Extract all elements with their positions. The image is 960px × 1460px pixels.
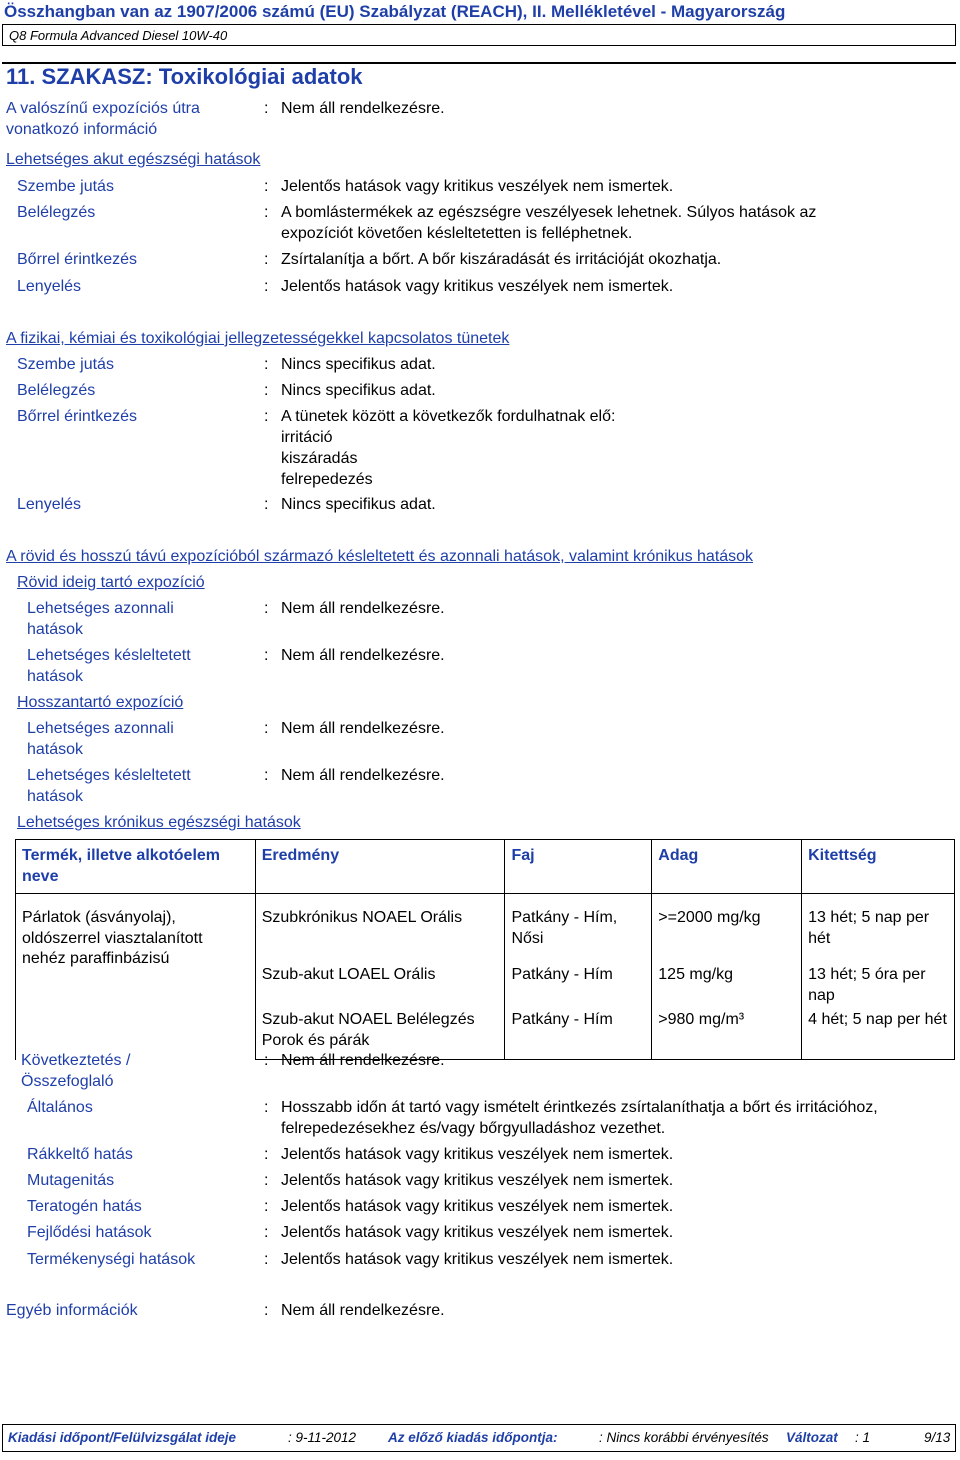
developmental-value: Jelentős hatások vagy kritikus veszélyek nem ismertek. bbox=[281, 1224, 674, 1241]
symptoms-skin-value-line2: irritáció bbox=[281, 429, 333, 446]
footer-version-value: : 1 bbox=[855, 1430, 871, 1445]
product-name-cell: Párlatok (ásványolaj), oldószerrel viasztalanított nehéz paraffinbázisú bbox=[22, 909, 203, 967]
dose-cell: >=2000 mg/kg bbox=[652, 894, 802, 954]
other-info-label: Egyéb információk bbox=[6, 1302, 138, 1319]
carcinogenicity-value: Jelentős hatások vagy kritikus veszélyek nem ismertek. bbox=[281, 1146, 674, 1163]
column-header-dose: Adag bbox=[652, 840, 802, 894]
exposure-cell: 4 hét; 5 nap per hét bbox=[802, 1010, 955, 1060]
column-header-result: Eredmény bbox=[255, 840, 505, 894]
symptoms-skin-value-line1: A tünetek között a következők fordulhatnak elő: bbox=[281, 408, 616, 425]
footer-prev-value: : Nincs korábbi érvényesítés bbox=[599, 1430, 769, 1445]
acute-eye-label: Szembe jutás bbox=[17, 178, 114, 195]
chronic-effects-table bbox=[15, 839, 955, 1060]
symptoms-inhalation-value: Nincs specifikus adat. bbox=[281, 382, 436, 399]
footer-issue-value: : 9-11-2012 bbox=[288, 1430, 357, 1445]
acute-ingestion-value: Jelentős hatások vagy kritikus veszélyek nem ismertek. bbox=[281, 278, 674, 295]
acute-inhalation-label: Belélegzés bbox=[17, 204, 96, 221]
colon: : bbox=[264, 251, 269, 268]
carcinogenicity-label: Rákkeltő hatás bbox=[27, 1146, 133, 1163]
colon: : bbox=[264, 100, 269, 117]
exposure-cell: 13 hét; 5 nap per hét bbox=[802, 894, 955, 954]
fertility-value: Jelentős hatások vagy kritikus veszélyek nem ismertek. bbox=[281, 1251, 674, 1268]
short-delayed-value: Nem áll rendelkezésre. bbox=[281, 647, 445, 664]
short-delayed-label-line2: hatások bbox=[27, 668, 84, 685]
colon: : bbox=[264, 647, 269, 664]
acute-inhalation-value-line2: expozíciót követően késleltetetten is felléphetnek. bbox=[281, 225, 633, 242]
section-title: 11. SZAKASZ: Toxikológiai adatok bbox=[6, 64, 363, 89]
column-header-species: Faj bbox=[505, 840, 652, 894]
fertility-label: Termékenységi hatások bbox=[27, 1251, 196, 1268]
symptoms-skin-label: Bőrrel érintkezés bbox=[17, 408, 138, 425]
colon: : bbox=[264, 1302, 269, 1319]
mutagenicity-value: Jelentős hatások vagy kritikus veszélyek nem ismertek. bbox=[281, 1172, 674, 1189]
colon: : bbox=[264, 1224, 269, 1241]
acute-effects-heading: Lehetséges akut egészségi hatások bbox=[6, 151, 261, 168]
symptoms-eye-label: Szembe jutás bbox=[17, 356, 114, 373]
colon: : bbox=[264, 382, 269, 399]
symptoms-inhalation-label: Belélegzés bbox=[17, 382, 96, 399]
colon: : bbox=[264, 767, 269, 784]
delayed-effects-heading: A rövid és hosszú távú expozícióból származó késleltetett és azonnali hatások, valamint krónikus hatások bbox=[6, 548, 754, 565]
exposure-route-value: Nem áll rendelkezésre. bbox=[281, 100, 445, 117]
footer-prev-label: Az előző kiadás időpontja: bbox=[388, 1430, 558, 1445]
colon: : bbox=[264, 204, 269, 221]
result-cell: Szub-akut NOAEL Belélegzés Porok és párák bbox=[255, 1010, 505, 1060]
footer-issue-label: Kiadási időpont/Felülvizsgálat ideje bbox=[8, 1430, 237, 1445]
colon: : bbox=[264, 1172, 269, 1189]
table-header-row bbox=[16, 840, 955, 894]
colon: : bbox=[264, 278, 269, 295]
exposure-route-label-line1: A valószínű expozíciós útra bbox=[6, 100, 200, 117]
symptoms-ingestion-label: Lenyelés bbox=[17, 496, 82, 513]
short-immediate-label-line1: Lehetséges azonnali bbox=[27, 600, 174, 617]
footer-version-label: Változat bbox=[786, 1430, 838, 1445]
short-immediate-label-line2: hatások bbox=[27, 621, 84, 638]
symptoms-skin-value-line3: kiszáradás bbox=[281, 450, 358, 467]
acute-ingestion-label: Lenyelés bbox=[17, 278, 82, 295]
long-delayed-value: Nem áll rendelkezésre. bbox=[281, 767, 445, 784]
table-row bbox=[16, 894, 955, 954]
acute-skin-value: Zsírtalanítja a bőrt. A bőr kiszáradását és irritációját okozhatja. bbox=[281, 251, 722, 268]
colon: : bbox=[264, 600, 269, 617]
exposure-route-label-line2: vonatkozó információ bbox=[6, 121, 158, 138]
colon: : bbox=[264, 1052, 269, 1069]
colon: : bbox=[264, 178, 269, 195]
symptoms-ingestion-value: Nincs specifikus adat. bbox=[281, 496, 436, 513]
colon: : bbox=[264, 356, 269, 373]
result-cell: Szubkrónikus NOAEL Orális bbox=[255, 894, 505, 954]
mutagenicity-label: Mutagenitás bbox=[27, 1172, 115, 1189]
long-delayed-label-line2: hatások bbox=[27, 788, 84, 805]
general-value-line1: Hosszabb időn át tartó vagy ismételt érintkezés zsírtalaníthatja a bőrt és irritációhoz, bbox=[281, 1099, 878, 1116]
document-header-title: Összhangban van az 1907/2006 számú (EU) Szabályzat (REACH), II. Mellékletével - Magyarország bbox=[4, 2, 786, 21]
product-cell bbox=[16, 894, 256, 1060]
short-exposure-heading: Rövid ideig tartó expozíció bbox=[17, 574, 205, 591]
teratogenicity-label: Teratogén hatás bbox=[27, 1198, 142, 1215]
long-immediate-label-line1: Lehetséges azonnali bbox=[27, 720, 174, 737]
result-cell: Szub-akut LOAEL Orális bbox=[255, 953, 505, 1010]
footer-page-number: 9/13 bbox=[924, 1430, 951, 1445]
chronic-effects-heading: Lehetséges krónikus egészségi hatások bbox=[17, 814, 301, 831]
colon: : bbox=[264, 720, 269, 737]
long-immediate-label-line2: hatások bbox=[27, 741, 84, 758]
colon: : bbox=[264, 408, 269, 425]
colon: : bbox=[264, 1198, 269, 1215]
long-exposure-heading: Hosszantartó expozíció bbox=[17, 694, 184, 711]
symptoms-skin-value-line4: felrepedezés bbox=[281, 471, 373, 488]
long-delayed-label-line1: Lehetséges késleltetett bbox=[27, 767, 191, 784]
column-header-exposure: Kitettség bbox=[802, 840, 955, 894]
short-immediate-value: Nem áll rendelkezésre. bbox=[281, 600, 445, 617]
symptoms-eye-value: Nincs specifikus adat. bbox=[281, 356, 436, 373]
general-label: Általános bbox=[27, 1099, 93, 1116]
acute-skin-label: Bőrrel érintkezés bbox=[17, 251, 138, 268]
dose-cell: >980 mg/m³ bbox=[652, 1010, 802, 1060]
exposure-cell: 13 hét; 5 óra per nap bbox=[802, 953, 955, 1010]
acute-inhalation-value-line1: A bomlástermékek az egészségre veszélyesek lehetnek. Súlyos hatások az bbox=[281, 204, 817, 221]
acute-eye-value: Jelentős hatások vagy kritikus veszélyek nem ismertek. bbox=[281, 178, 674, 195]
column-header-product: Termék, illetve alkotóelem neve bbox=[16, 840, 256, 894]
teratogenicity-value: Jelentős hatások vagy kritikus veszélyek nem ismertek. bbox=[281, 1198, 674, 1215]
colon: : bbox=[264, 1099, 269, 1116]
species-cell: Patkány - Hím bbox=[505, 1010, 652, 1060]
product-name-box bbox=[2, 24, 956, 46]
general-value-line2: felrepedezésekhez és/vagy bőrgyulladáshoz vezethet. bbox=[281, 1120, 666, 1137]
conclusion-label-line1: Következtetés / bbox=[21, 1052, 131, 1069]
species-cell: Patkány - Hím bbox=[505, 953, 652, 1010]
short-delayed-label-line1: Lehetséges késleltetett bbox=[27, 647, 191, 664]
symptoms-heading: A fizikai, kémiai és toxikológiai jellegzetességekkel kapcsolatos tünetek bbox=[6, 330, 510, 347]
long-immediate-value: Nem áll rendelkezésre. bbox=[281, 720, 445, 737]
other-info-value: Nem áll rendelkezésre. bbox=[281, 1302, 445, 1319]
species-cell: Patkány - Hím, Nősi bbox=[505, 894, 652, 954]
product-name: Q8 Formula Advanced Diesel 10W-40 bbox=[9, 28, 228, 43]
colon: : bbox=[264, 1146, 269, 1163]
conclusion-value: Nem áll rendelkezésre. bbox=[281, 1052, 445, 1069]
colon: : bbox=[264, 1251, 269, 1268]
developmental-label: Fejlődési hatások bbox=[27, 1224, 152, 1241]
dose-cell: 125 mg/kg bbox=[652, 953, 802, 1010]
conclusion-label-line2: Összefoglaló bbox=[21, 1073, 114, 1090]
colon: : bbox=[264, 496, 269, 513]
